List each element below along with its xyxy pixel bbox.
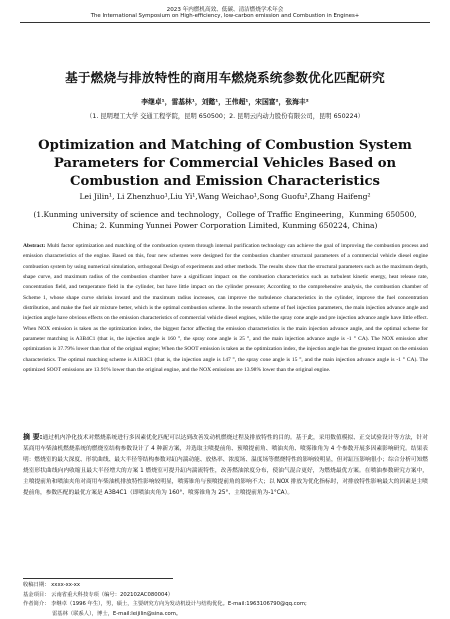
footnote-received: 收稿日期： xxxx-xx-xx	[23, 582, 81, 588]
authors-cn: 李继卓¹，雷基林¹，刘懿¹，王伟超¹，宋国富²，张海丰²	[141, 98, 309, 106]
paper-title-en: Optimization and Matching of Combustion System Parameters for Commercial Vehicles Based on Combustion and Emission Characteristics	[38, 138, 412, 189]
abstract-cn	[23, 432, 428, 500]
footnote-author-2: 雷基林（联系人），博士，E-mail:leijilin@sina.com。	[52, 610, 182, 617]
footnote-rule	[23, 578, 173, 579]
abstract-label: Abstract:	[23, 243, 46, 249]
footnote-author-1: 作者简介： 李继卓（1996 年生），男，硕士，主要研究方向为发动机设计与结构优化。E-mail:1963106790@qq.com;	[23, 601, 307, 608]
footnote-block	[23, 581, 433, 619]
header-rule	[20, 22, 430, 23]
abstract-en	[23, 241, 428, 375]
affiliation-cn: （1. 昆明理工大学 交通工程学院，昆明 650500；2. 昆明云内动力股份有限公司，昆明 650224）	[86, 113, 364, 120]
paper-title-cn: 基于燃烧与排放特性的商用车燃烧系统参数优化匹配研究	[65, 70, 385, 85]
conference-title-cn: 2023 年内燃机高效、低碳、清洁燃烧学术年会	[166, 7, 284, 13]
conference-title-en: The International Symposium on High-efficiency, low-carbon emission and Combustion in Engines+	[90, 13, 360, 19]
footnote-fund: 基金项目： 云南省重大科技专项（编号：202102AC080004）	[23, 591, 173, 598]
abstract-text: Multi factor optimization and matching of the combustion system through internal purification technology can achieve the goal of improving the combustion process and emission characteristics of the engine. Based on this, four new schemes were designed for the combustion chamber structural parameters of a commercial vehicle diesel engine combustion system by using numerical simulation, orthogonal Design of experiments and other methods. The results show that the structural parameters such as the maximum depth, shape curve, and maximum radius of the combustion chamber have a significant impact on the combustion characteristics such as turbulent kinetic energy, heat release rate, concentration field, and temperature field in the cylinder, but have little impact on the cylinder pressure; According to the comprehensive analysis, the combustion chamber of Scheme 1, whose shape curve shrinks inward and the maximum radius increases, can improve the turbulence characteristics in the cylinder, improve the fuel concentration distribution, and make the fuel air mixture better, which is the optimal combustion scheme. In the research scheme of fuel injection parameters, the main injection advance angle and injection angle have obvious effects on the emission characteristics of commercial vehicle diesel engines, while the spray cone angle and pre injection advance angle have little effect. When NOX emission is taken as the optimization index, the biggest factor affecting the emission characteristics is the main injection advance angle, and the optimal scheme for parameter matching is A3B4C1 (that is, the injection angle is 160 °, the spray cone angle is 25 °, and the main injection advance angle is -1 ° CA). The NOX emission after optimization is 37.79% lower than that of the original engine; When the SOOT emission is taken as the optimization index, the injection angle has the greatest impact on the emission characteristics. The optimal matching scheme is A1B3C1 (that is, the injection angle is 147 °, the spray cone angle is 15 °, and the main injection advance angle is -1 ° CA). The optimized SOOT emissions are 13.91% lower than the original engine, and the NOX emissions are 13.98% lower than the original engine.	[23, 243, 428, 374]
abstract-label-cn: 摘 要:	[23, 433, 43, 441]
affiliation-en: (1.Kunming university of science and technology，College of Traffic Engineering，Kunming 650500, China; 2. Kunming Yunnei Power Corporation Limited, Kunming 650224, China)	[33, 210, 417, 230]
abstract-text-cn: 通过机内净化技术对燃烧系统进行多因素优化匹配可以达到改善发动机燃烧过程及排放特性的目的。基于此，采用数值模拟、正交试验设计等方法，针对某商用车柴油机燃烧系统的燃烧室结构参数设计了 4 种新方案，并选取主喷提前角、预喷提前角、喷油夹角、喷雾锥角为 4 个参数开展多因素影响研究。结果表明：燃烧室的最大深度、形状曲线、最大半径等结构参数对缸内湍动能、放热率、浓度场、温度场等燃烧特性的影响较明显，但对缸压影响很小；综合分析可知燃烧室形状曲线向内收缩且最大半径增大的方案 1 燃烧室可提升缸内湍流特性，改善燃油浓度分布，使油气混合更好，为燃烧最优方案。在喷油参数研究方案中，主喷提前角和喷油夹角对商用车柴油机排放特性影响较明显，喷雾锥角与预喷提前角的影响不大；以 NOX 排放为优化指标时，对排放特性影响最大的因素是主喷提前角，参数匹配的最优方案是 A3B4C1（即喷油夹角为 160°、喷雾锥角为 25°、主喷提前角为-1°CA）。	[23, 435, 428, 497]
authors-en: Lei Jilin¹, Li Zhenzhuo¹,Liu Yi¹,Wang Weichao¹,Song Guofu²,Zhang Haifeng²	[79, 192, 371, 201]
